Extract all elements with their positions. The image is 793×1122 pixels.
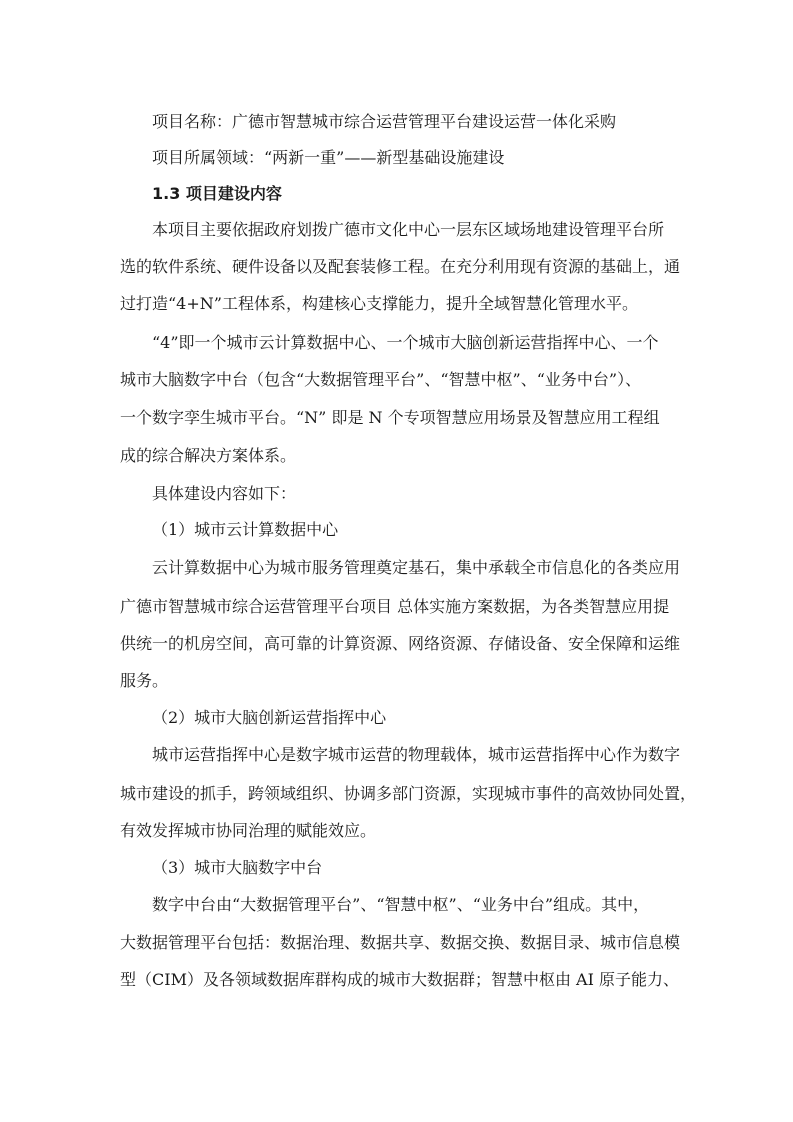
paragraph-line: 数字中台由“大数据管理平台”、“智慧中枢”、“业务中台”组成。其中， — [152, 895, 650, 914]
paragraph-line: 有效发挥城市协同治理的赋能效应。 — [120, 821, 377, 840]
paragraph-line: 广德市智慧城市综合运营管理平台项目 总体实施方案数据，为各类智慧应用提 — [120, 597, 670, 616]
paragraph-line: 城市建设的抓手，跨领域组织、协调多部门资源，实现城市事件的高效协同处置， — [120, 784, 697, 803]
paragraph-line: 型（CIM）及各领域数据库群构成的城市大数据群；智慧中枢由 AI 原子能力、 — [120, 970, 679, 989]
paragraph-line: 选的软件系统、硬件设备以及配套装修工程。在充分利用现有资源的基础上，通 — [120, 257, 681, 276]
details-intro-line: 具体建设内容如下： — [152, 484, 297, 503]
item2-title: （2）城市大脑创新运营指挥中心 — [152, 708, 387, 727]
paragraph-line: 云计算数据中心为城市服务管理奠定基石，集中承载全市信息化的各类应用 — [152, 558, 681, 577]
paragraph-line: 供统一的机房空间，高可靠的计算资源、网络资源、存储设备、安全保障和运维 — [120, 634, 681, 653]
project-field-line: 项目所属领域：“两新一重”——新型基础设施建设 — [152, 148, 505, 167]
paragraph-line: 城市大脑数字中台（包含“大数据管理平台”、“智慧中枢”、“业务中台”）、 — [120, 370, 642, 389]
item1-title: （1）城市云计算数据中心 — [152, 520, 339, 539]
paragraph-line: “4”即一个城市云计算数据中心、一个城市大脑创新运营指挥中心、一个 — [152, 333, 659, 352]
paragraph-line: 服务。 — [120, 671, 169, 690]
section-heading: 1.3 项目建设内容 — [152, 184, 282, 203]
paragraph-line: 过打造“4+N”工程体系，构建核心支撑能力，提升全域智慧化管理水平。 — [120, 294, 638, 313]
paragraph-line: 一个数字孪生城市平台。“N” 即是 N 个专项智慧应用场景及智慧应用工程组 — [120, 408, 660, 427]
paragraph-line: 城市运营指挥中心是数字城市运营的物理载体，城市运营指挥中心作为数字 — [152, 745, 681, 764]
project-name-line: 项目名称：广德市智慧城市综合运营管理平台建设运营一体化采购 — [152, 112, 617, 131]
paragraph-line: 大数据管理平台包括：数据治理、数据共享、数据交换、数据目录、城市信息模 — [120, 933, 681, 952]
paragraph-line: 成的综合解决方案体系。 — [120, 446, 297, 465]
paragraph-line: 本项目主要依据政府划拨广德市文化中心一层东区域场地建设管理平台所 — [152, 220, 665, 239]
item3-title: （3）城市大脑数字中台 — [152, 858, 323, 877]
